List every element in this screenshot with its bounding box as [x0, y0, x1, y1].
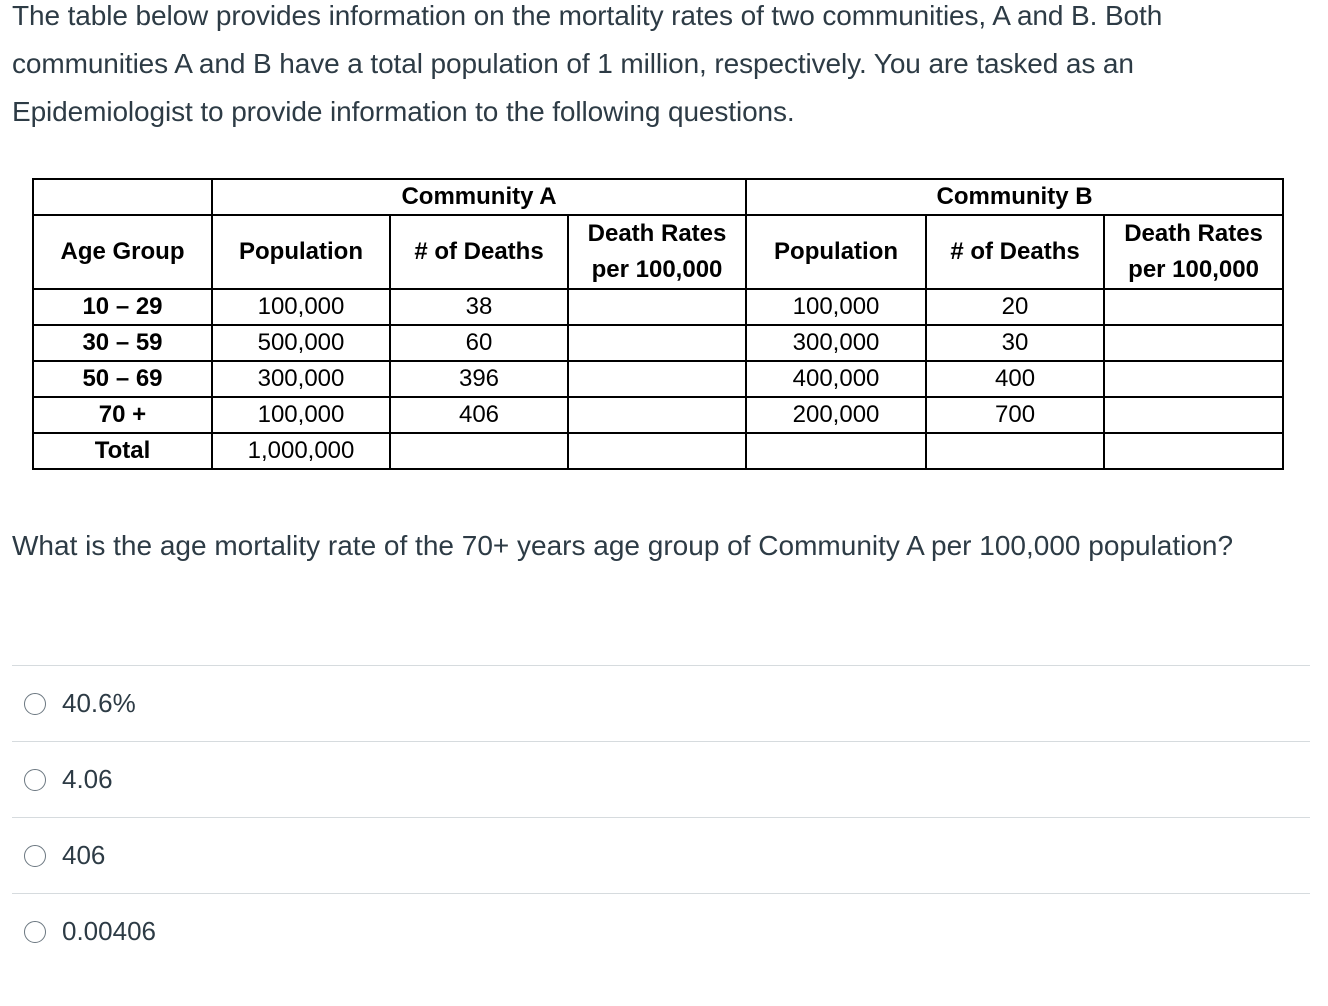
cell-age: 50 – 69	[33, 361, 212, 397]
cell-a-population: 500,000	[212, 325, 390, 361]
answer-label: 406	[62, 840, 106, 870]
radio-button[interactable]	[24, 769, 46, 791]
answer-option[interactable]	[12, 893, 1310, 969]
intro-text: The table below provides information on the mortality rates of two communities, A and B. Both communities A and B have a total population of 1 million, respectively. You are tasked as an Epidemiologist to provide information to the following questions.	[12, 0, 1163, 127]
mortality-table	[32, 178, 1282, 470]
header-death-rates-a	[568, 215, 746, 289]
answer-label: 0.00406	[62, 916, 156, 946]
table-row	[33, 361, 1283, 397]
answer-label: 40.6%	[62, 688, 136, 718]
cell-total-a-deaths	[390, 433, 568, 469]
cell-a-rate	[568, 325, 746, 361]
cell-total-a-rate	[568, 433, 746, 469]
table-row	[33, 289, 1283, 325]
cell-a-deaths: 406	[390, 397, 568, 433]
header-death-rates-a-line1: Death Rates	[587, 220, 727, 247]
cell-b-rate	[1104, 397, 1283, 433]
cell-a-deaths: 38	[390, 289, 568, 325]
header-death-rates-b-line2: per 100,000	[1128, 256, 1259, 283]
header-death-rates-b	[1104, 215, 1283, 289]
table-row	[33, 325, 1283, 361]
cell-a-deaths: 60	[390, 325, 568, 361]
cell-a-deaths: 396	[390, 361, 568, 397]
cell-total-b-population	[746, 433, 926, 469]
radio-button[interactable]	[24, 845, 46, 867]
answer-list	[12, 665, 1310, 969]
answer-label: 4.06	[62, 764, 113, 794]
header-empty-age	[33, 179, 212, 215]
cell-age: 70 +	[33, 397, 212, 433]
header-death-rates-b-line1: Death Rates	[1124, 220, 1263, 247]
cell-b-population: 100,000	[746, 289, 926, 325]
cell-a-population: 300,000	[212, 361, 390, 397]
cell-b-deaths: 30	[926, 325, 1104, 361]
cell-b-population: 200,000	[746, 397, 926, 433]
cell-a-rate	[568, 397, 746, 433]
cell-age: 30 – 59	[33, 325, 212, 361]
cell-total-b-deaths	[926, 433, 1104, 469]
answer-option[interactable]	[12, 665, 1310, 741]
cell-a-population: 100,000	[212, 397, 390, 433]
header-deaths-b: # of Deaths	[926, 215, 1104, 289]
radio-button[interactable]	[24, 921, 46, 943]
header-deaths-a: # of Deaths	[390, 215, 568, 289]
cell-a-rate	[568, 361, 746, 397]
header-death-rates-a-line2: per 100,000	[591, 256, 723, 283]
header-community-b: Community B	[746, 179, 1283, 215]
cell-age: 10 – 29	[33, 289, 212, 325]
answer-option[interactable]	[12, 817, 1310, 893]
cell-total-a-population: 1,000,000	[212, 433, 390, 469]
cell-b-rate	[1104, 361, 1283, 397]
cell-b-deaths: 20	[926, 289, 1104, 325]
header-age-group: Age Group	[33, 215, 212, 289]
cell-b-population: 400,000	[746, 361, 926, 397]
answer-option[interactable]	[12, 741, 1310, 817]
radio-button[interactable]	[24, 693, 46, 715]
table-row-total	[33, 433, 1283, 469]
cell-a-population: 100,000	[212, 289, 390, 325]
cell-b-deaths: 700	[926, 397, 1104, 433]
cell-b-rate	[1104, 289, 1283, 325]
header-population-b: Population	[746, 215, 926, 289]
cell-b-population: 300,000	[746, 325, 926, 361]
cell-b-deaths: 400	[926, 361, 1104, 397]
table-row	[33, 397, 1283, 433]
question-text: What is the age mortality rate of the 70+ years age group of Community A per 100,000 population?	[12, 530, 1234, 561]
cell-total-b-rate	[1104, 433, 1283, 469]
cell-b-rate	[1104, 325, 1283, 361]
cell-total-label: Total	[33, 433, 212, 469]
cell-a-rate	[568, 289, 746, 325]
header-population-a: Population	[212, 215, 390, 289]
header-community-a: Community A	[212, 179, 746, 215]
